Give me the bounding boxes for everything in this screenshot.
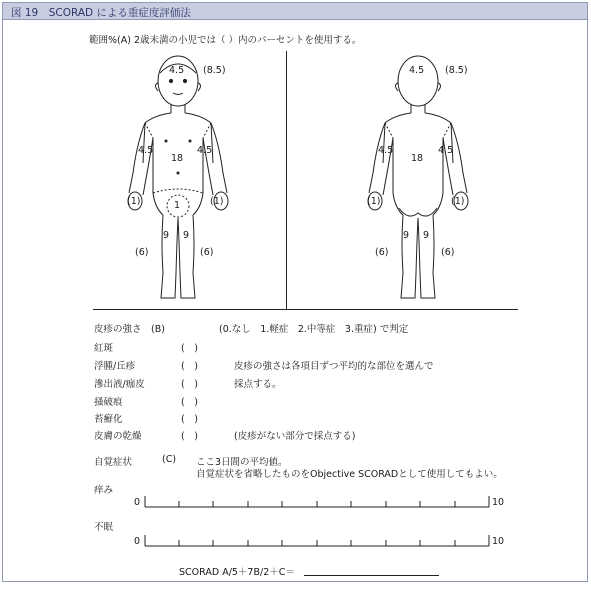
sleep-scale xyxy=(143,532,493,552)
figure-title: 図 19 SCORAD による重症度評価法 xyxy=(11,7,191,19)
back-leg-left-label: 9 xyxy=(403,230,410,241)
back-leg-child-right-label: (6) xyxy=(441,247,455,258)
intensity-note-line2: 採点する。 xyxy=(234,379,282,390)
itch-scale-max: 10 xyxy=(492,497,505,508)
intensity-note-line1: 皮疹の強さは各項目ずつ平均的な部位を選んで xyxy=(234,361,434,372)
item-paren-excoriation: ( ) xyxy=(181,397,198,408)
item-paren-dryness: ( ) xyxy=(181,431,198,442)
symptom-title: 自覚症状 xyxy=(94,457,133,468)
sleep-scale-min: 0 xyxy=(134,536,141,547)
figure-divider-vertical xyxy=(286,51,287,309)
intensity-title: 皮疹の強さ (B) xyxy=(94,324,165,335)
back-hand-left-label: (1) xyxy=(367,196,381,207)
back-arm-right-label: 4.5 xyxy=(438,145,454,156)
item-label-dryness: 皮膚の乾燥 xyxy=(94,431,142,442)
range-caption: 範囲%(A) 2歳未満の小児では（ ）内のパーセントを使用する。 xyxy=(89,35,362,46)
itch-label: 痒み xyxy=(94,485,114,496)
sleep-label: 不眠 xyxy=(94,522,114,533)
front-hand-left-label: (1) xyxy=(127,196,141,207)
figure-frame xyxy=(2,2,588,582)
itch-scale xyxy=(143,493,493,513)
front-trunk-label: 18 xyxy=(171,153,184,164)
front-leg-right-label: 9 xyxy=(183,230,190,241)
itch-scale-min: 0 xyxy=(134,497,141,508)
body-back-diagram xyxy=(343,43,513,305)
body-front-diagram xyxy=(103,43,273,305)
front-arm-left-label: 4.5 xyxy=(138,145,154,156)
item-label-oozing: 滲出液/痂皮 xyxy=(94,379,145,390)
front-leg-child-left-label: (6) xyxy=(135,247,149,258)
back-hand-right-label: (1) xyxy=(451,196,465,207)
intensity-scale-note: (0.なし 1.軽症 2.中等症 3.重症) で判定 xyxy=(219,324,409,335)
symptom-note-line2: 自覚症状を省略したものをObjective SCORADとして使用してもよい。 xyxy=(196,469,503,480)
figure-divider-horizontal xyxy=(93,309,518,310)
symptom-note-line1: ここ3日間の平均値。 xyxy=(196,457,288,468)
back-leg-right-label: 9 xyxy=(423,230,430,241)
back-trunk-label: 18 xyxy=(411,153,424,164)
item-paren-oozing: ( ) xyxy=(181,379,198,390)
front-leg-left-label: 9 xyxy=(163,230,170,241)
figure-header xyxy=(3,3,587,20)
item-label-edema: 浮腫/丘疹 xyxy=(94,361,136,372)
front-head-label: 4.5 xyxy=(169,65,185,76)
front-head-child-label: (8.5) xyxy=(203,65,226,76)
item-label-excoriation: 掻破痕 xyxy=(94,397,123,408)
sleep-scale-max: 10 xyxy=(492,536,505,547)
item-paren-erythema: ( ) xyxy=(181,343,198,354)
back-head-child-label: (8.5) xyxy=(445,65,468,76)
dryness-note: (皮疹がない部分で採点する) xyxy=(234,431,356,442)
item-paren-edema: ( ) xyxy=(181,361,198,372)
scorad-formula: SCORAD A/5＋7B/2＋C＝ xyxy=(179,567,295,578)
back-head-label: 4.5 xyxy=(409,65,425,76)
front-arm-right-label: 4.5 xyxy=(197,145,213,156)
front-leg-child-right-label: (6) xyxy=(200,247,214,258)
back-arm-left-label: 4.5 xyxy=(378,145,394,156)
item-paren-lichenification: ( ) xyxy=(181,414,198,425)
item-label-erythema: 紅斑 xyxy=(94,343,114,354)
front-genital-label: 1 xyxy=(174,200,181,211)
front-hand-right-label: (1) xyxy=(210,196,224,207)
symptom-code: (C) xyxy=(162,454,177,465)
formula-answer-line xyxy=(304,575,439,576)
item-label-lichenification: 苔癬化 xyxy=(94,414,123,425)
back-leg-child-left-label: (6) xyxy=(375,247,389,258)
